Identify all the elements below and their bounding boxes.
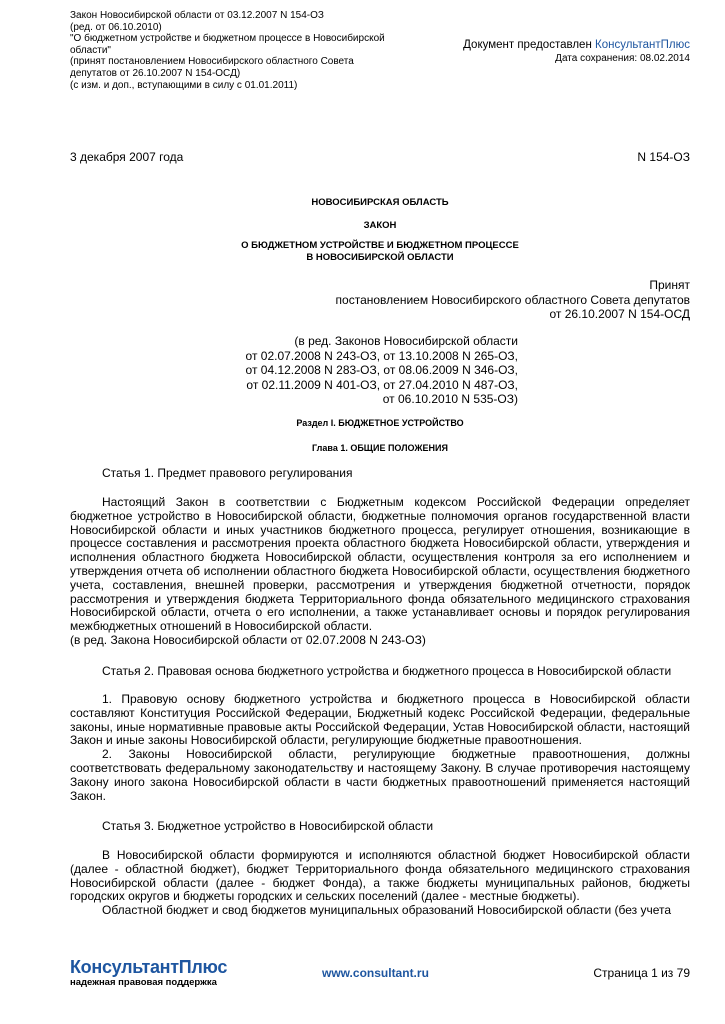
article-2-title: Статья 2. Правовая основа бюджетного устройства и бюджетного процесса в Новосибирской области: [102, 664, 672, 678]
page-counter: Страница 1 из 79: [593, 966, 690, 980]
law-date: 3 декабря 2007 года: [70, 150, 184, 164]
amendment-line: от 02.07.2008 N 243-ОЗ, от 13.10.2008 N 265-ОЗ,: [245, 348, 518, 363]
brand-tagline: надежная правовая поддержка: [70, 977, 217, 988]
law-title: [70, 240, 690, 264]
region-heading: НОВОСИБИРСКАЯ ОБЛАСТЬ: [311, 197, 449, 208]
provider-info: [463, 38, 690, 65]
article-1-body: [70, 496, 690, 648]
law-number: N 154-ОЗ: [637, 150, 690, 164]
header-doc-line: "О бюджетном устройстве и бюджетном процессе в Новосибирской области": [70, 33, 385, 56]
article-3-title: Статья 3. Бюджетное устройство в Новосибирской области: [102, 819, 434, 833]
law-title-line: О БЮДЖЕТНОМ УСТРОЙСТВЕ И БЮДЖЕТНОМ ПРОЦЕССЕ: [241, 240, 519, 251]
amendments-block: [246, 334, 518, 407]
law-date-line: [70, 150, 690, 166]
article-1-title: Статья 1. Предмет правового регулирования: [102, 466, 353, 480]
header-doc-line: (ред. от 06.10.2010): [70, 21, 162, 33]
article-3-paragraph: В Новосибирской области формируются и исполняются областной бюджет Новосибирской области (далее - областной бюджет), бюджет Территориального фонда обязательного медицинского страхования Новосибирской области (далее - бюджет Фонда), а также бюджеты муниципальных районов, бюджеты городских округов и бюджеты городских и сельских поселений (далее - местные бюджеты).: [70, 848, 690, 904]
article-2-paragraph: 1. Правовую основу бюджетного устройства и бюджетного процесса в Новосибирской области составляют Конституция Российской Федерации, Бюджетный кодекс Российской Федерации, федеральные законы, иные нормативные правовые акты Российской Федерации, Устав Новосибирской области, настоящий Закон и иные законы Новосибирской области, регулирующие бюджетные правоотношения.: [70, 692, 690, 748]
accepted-line: от 26.10.2007 N 154-ОСД: [549, 307, 690, 321]
consultant-site-link[interactable]: www.consultant.ru: [322, 966, 429, 980]
chapter-heading: Глава 1. ОБЩИЕ ПОЛОЖЕНИЯ: [312, 443, 448, 453]
article-1-text: Настоящий Закон в соответствии с Бюджетным кодексом Российской Федерации определяет бюджетное устройство в Новосибирской области, бюджетные полномочия органов государственной власти Новосибирской области и иных участников бюджетного процесса, регулирует отношения, возникающие в процессе составления и рассмотрения проекта областного бюджета Новосибирской области, утверждения и исполнения областного бюджета Новосибирской области, осуществления контроля за его исполнением и утверждения отчета об исполнении областного бюджета Новосибирской области, осуществления бюджетного учета, составления, внешней проверки, рассмотрения и утверждения бюджетной отчетности, порядок рассмотрения и утверждения бюджета Территориального фонда обязательного медицинского страхования Новосибирской области, отчета о его исполнении, а также устанавливает основы и порядок регулирования межбюджетных отношений в Новосибирской области.: [70, 495, 690, 634]
accepted-line: Принят: [649, 278, 690, 292]
article-1-note: (в ред. Закона Новосибирской области от 02.07.2008 N 243-ОЗ): [70, 632, 426, 647]
provided-by: [463, 38, 690, 52]
law-type-heading: ЗАКОН: [363, 220, 397, 231]
header-doc-line: Закон Новосибирской области от 03.12.2007 N 154-ОЗ: [70, 10, 324, 21]
accepted-line: постановлением Новосибирского областного Совета депутатов: [335, 292, 690, 307]
consultantplus-logo: КонсультантПлюс: [70, 957, 228, 977]
article-3-paragraph: Областной бюджет и свод бюджетов муниципальных образований Новосибирской области (без учета: [102, 903, 672, 918]
section-heading: Раздел I. БЮДЖЕТНОЕ УСТРОЙСТВО: [296, 418, 464, 428]
header-doc-line: (принят постановлением Новосибирского областного Совета депутатов от 26.10.2007 N 154-ОСД): [70, 56, 354, 79]
header-doc-line: (с изм. и доп., вступающими в силу с 01.01.2011): [70, 79, 298, 91]
amendment-line: от 02.11.2009 N 401-ОЗ, от 27.04.2010 N 487-ОЗ,: [246, 377, 518, 392]
document-header-info: [70, 10, 400, 91]
accepted-block: [336, 278, 690, 322]
law-title-line: В НОВОСИБИРСКОЙ ОБЛАСТИ: [306, 252, 454, 263]
article-2-body: [70, 693, 690, 803]
article-3-body: [70, 849, 690, 918]
footer-brand: [70, 957, 227, 989]
saved-date: Дата сохранения: 08.02.2014: [555, 53, 690, 64]
article-2-paragraph: 2. Законы Новосибирской области, регулирующие бюджетные правоотношения, должны соответствовать федеральному законодательству и настоящему Закону. В случае противоречия настоящему Закону иного закона Новосибирской области в части бюджетных правоотношений применяется настоящий Закон.: [70, 747, 690, 803]
amendment-line: от 04.12.2008 N 283-ОЗ, от 08.06.2009 N 346-ОЗ,: [245, 363, 518, 377]
provided-prefix: Документ предоставлен: [463, 39, 595, 51]
amendment-line: (в ред. Законов Новосибирской области: [294, 334, 518, 348]
amendment-line: от 06.10.2010 N 535-ОЗ): [382, 392, 518, 406]
provider-brand-link[interactable]: КонсультантПлюс: [595, 39, 690, 51]
